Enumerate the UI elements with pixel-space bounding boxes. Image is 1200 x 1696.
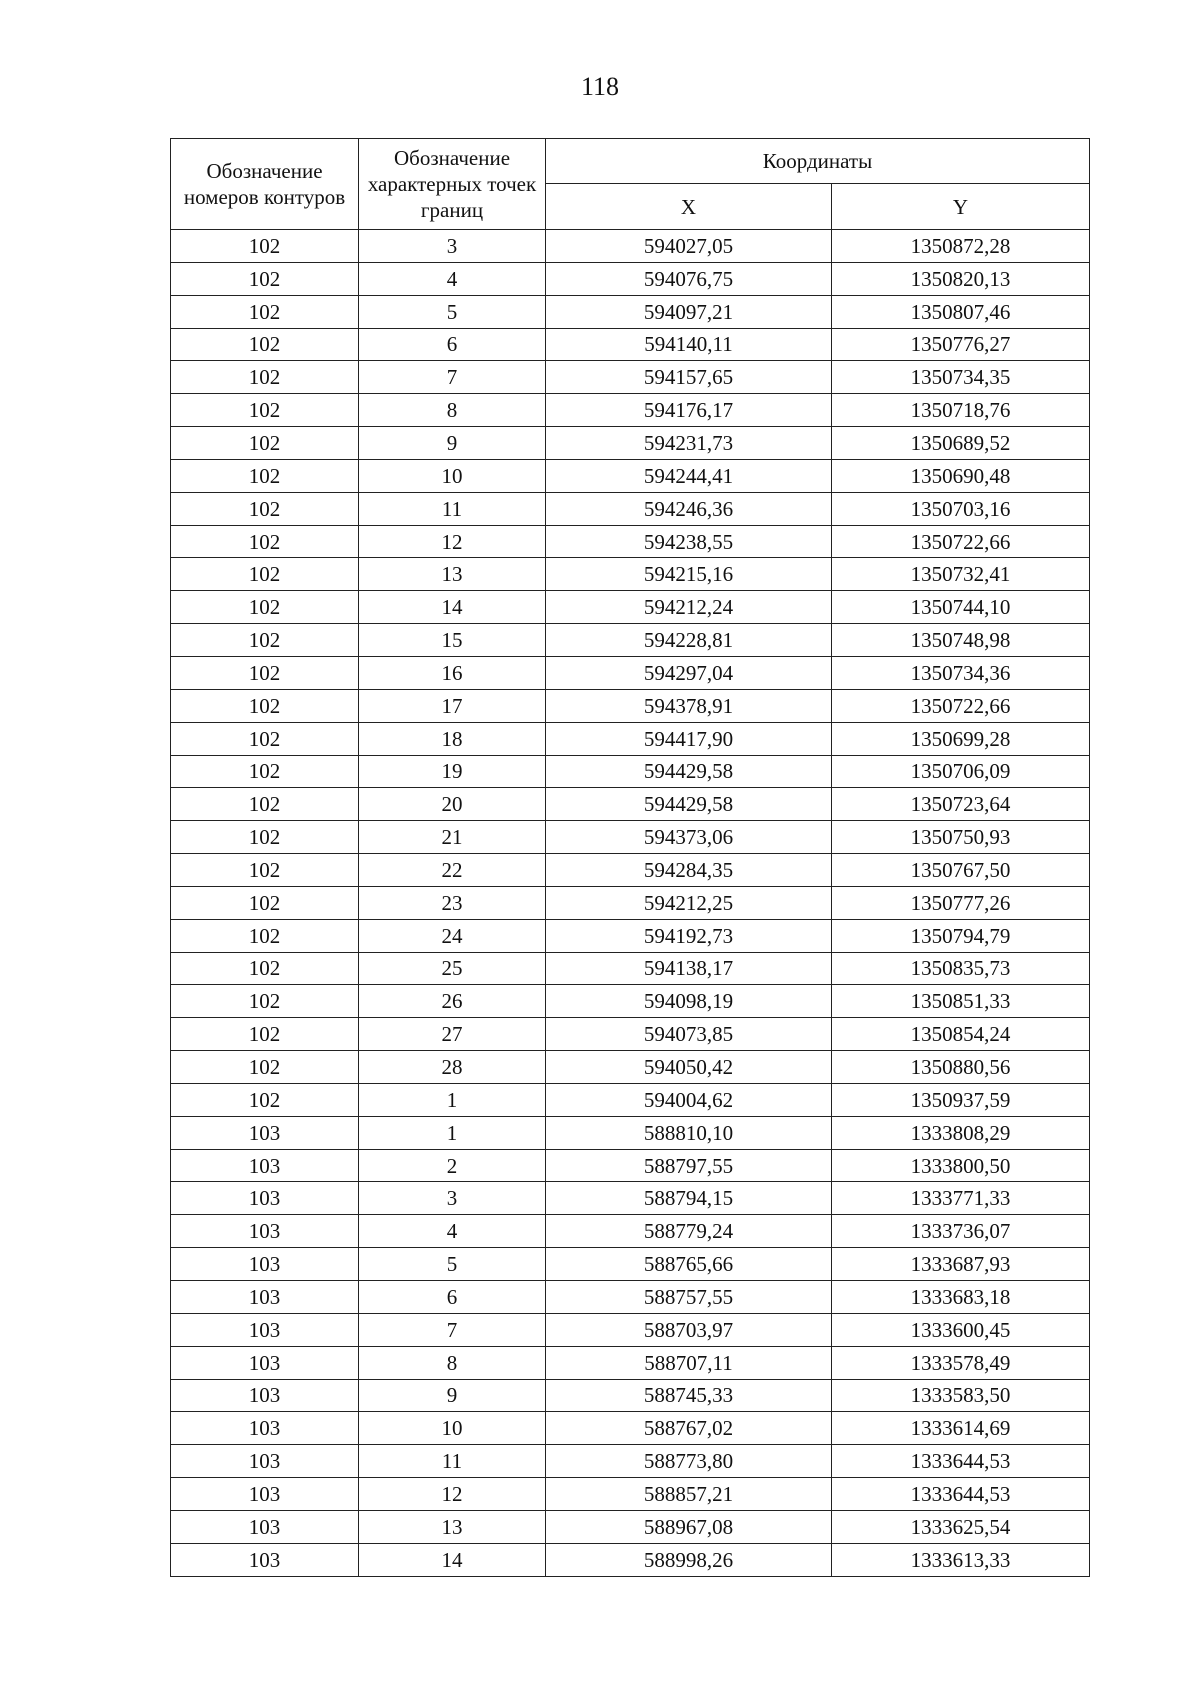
header-x: X: [546, 184, 832, 230]
x-coordinate-cell: 588703,97: [546, 1313, 832, 1346]
table-row: [171, 328, 1090, 361]
contour-number-cell: 102: [171, 755, 359, 788]
x-coordinate-cell: 588998,26: [546, 1543, 832, 1576]
table-row: [171, 854, 1090, 887]
contour-number-cell: 102: [171, 525, 359, 558]
point-number-cell: 4: [359, 262, 546, 295]
contour-number-cell: 102: [171, 459, 359, 492]
y-coordinate-cell: 1350690,48: [832, 459, 1090, 492]
y-coordinate-cell: 1350722,66: [832, 525, 1090, 558]
x-coordinate-cell: 588857,21: [546, 1478, 832, 1511]
header-contour-numbers: Обозначение номеров контуров: [171, 139, 359, 230]
point-number-cell: 5: [359, 1248, 546, 1281]
table-row: [171, 1346, 1090, 1379]
contour-number-cell: 102: [171, 854, 359, 887]
point-number-cell: 14: [359, 591, 546, 624]
x-coordinate-cell: 594417,90: [546, 722, 832, 755]
contour-number-cell: 103: [171, 1510, 359, 1543]
contour-number-cell: 102: [171, 656, 359, 689]
y-coordinate-cell: 1350722,66: [832, 689, 1090, 722]
y-coordinate-cell: 1333644,53: [832, 1445, 1090, 1478]
contour-number-cell: 102: [171, 886, 359, 919]
contour-number-cell: 102: [171, 952, 359, 985]
contour-number-cell: 103: [171, 1445, 359, 1478]
contour-number-cell: 102: [171, 689, 359, 722]
contour-number-cell: 102: [171, 985, 359, 1018]
point-number-cell: 7: [359, 1313, 546, 1346]
x-coordinate-cell: 594228,81: [546, 624, 832, 657]
y-coordinate-cell: 1350734,36: [832, 656, 1090, 689]
y-coordinate-cell: 1350794,79: [832, 919, 1090, 952]
table-body: [171, 230, 1090, 1577]
x-coordinate-cell: 594098,19: [546, 985, 832, 1018]
table-row: [171, 1051, 1090, 1084]
point-number-cell: 12: [359, 1478, 546, 1511]
x-coordinate-cell: 594097,21: [546, 295, 832, 328]
y-coordinate-cell: 1333687,93: [832, 1248, 1090, 1281]
point-number-cell: 5: [359, 295, 546, 328]
x-coordinate-cell: 594246,36: [546, 492, 832, 525]
y-coordinate-cell: 1350854,24: [832, 1018, 1090, 1051]
point-number-cell: 8: [359, 1346, 546, 1379]
point-number-cell: 2: [359, 1149, 546, 1182]
table-row: [171, 591, 1090, 624]
header-boundary-points: Обозначение характерных точек границ: [359, 139, 546, 230]
point-number-cell: 10: [359, 459, 546, 492]
x-coordinate-cell: 594215,16: [546, 558, 832, 591]
y-coordinate-cell: 1350820,13: [832, 262, 1090, 295]
point-number-cell: 1: [359, 1083, 546, 1116]
point-number-cell: 23: [359, 886, 546, 919]
y-coordinate-cell: 1350776,27: [832, 328, 1090, 361]
y-coordinate-cell: 1350807,46: [832, 295, 1090, 328]
point-number-cell: 8: [359, 394, 546, 427]
header-y: Y: [832, 184, 1090, 230]
x-coordinate-cell: 594140,11: [546, 328, 832, 361]
point-number-cell: 6: [359, 328, 546, 361]
x-coordinate-cell: 588767,02: [546, 1412, 832, 1445]
x-coordinate-cell: 594378,91: [546, 689, 832, 722]
x-coordinate-cell: 594373,06: [546, 821, 832, 854]
point-number-cell: 12: [359, 525, 546, 558]
table-row: [171, 558, 1090, 591]
contour-number-cell: 102: [171, 328, 359, 361]
contour-number-cell: 103: [171, 1116, 359, 1149]
contour-number-cell: 102: [171, 361, 359, 394]
contour-number-cell: 102: [171, 230, 359, 263]
table-row: [171, 1510, 1090, 1543]
x-coordinate-cell: 594429,58: [546, 755, 832, 788]
table-row: [171, 952, 1090, 985]
contour-number-cell: 103: [171, 1412, 359, 1445]
table-row: [171, 1543, 1090, 1576]
table-row: [171, 656, 1090, 689]
contour-number-cell: 102: [171, 262, 359, 295]
point-number-cell: 13: [359, 1510, 546, 1543]
contour-number-cell: 102: [171, 427, 359, 460]
x-coordinate-cell: 588779,24: [546, 1215, 832, 1248]
point-number-cell: 3: [359, 230, 546, 263]
table-row: [171, 1412, 1090, 1445]
y-coordinate-cell: 1350750,93: [832, 821, 1090, 854]
x-coordinate-cell: 588967,08: [546, 1510, 832, 1543]
x-coordinate-cell: 594284,35: [546, 854, 832, 887]
x-coordinate-cell: 594192,73: [546, 919, 832, 952]
x-coordinate-cell: 594297,04: [546, 656, 832, 689]
point-number-cell: 27: [359, 1018, 546, 1051]
table-row: [171, 1379, 1090, 1412]
table-row: [171, 525, 1090, 558]
point-number-cell: 28: [359, 1051, 546, 1084]
table-row: [171, 1116, 1090, 1149]
y-coordinate-cell: 1350851,33: [832, 985, 1090, 1018]
coordinates-table: [170, 138, 1090, 1577]
table-row: [171, 295, 1090, 328]
point-number-cell: 15: [359, 624, 546, 657]
y-coordinate-cell: 1333736,07: [832, 1215, 1090, 1248]
contour-number-cell: 102: [171, 558, 359, 591]
x-coordinate-cell: 594027,05: [546, 230, 832, 263]
point-number-cell: 6: [359, 1281, 546, 1314]
contour-number-cell: 103: [171, 1313, 359, 1346]
point-number-cell: 14: [359, 1543, 546, 1576]
contour-number-cell: 103: [171, 1346, 359, 1379]
table-row: [171, 821, 1090, 854]
table-row: [171, 886, 1090, 919]
table-row: [171, 919, 1090, 952]
x-coordinate-cell: 594157,65: [546, 361, 832, 394]
y-coordinate-cell: 1350872,28: [832, 230, 1090, 263]
page-number: 118: [580, 72, 620, 101]
point-number-cell: 13: [359, 558, 546, 591]
y-coordinate-cell: 1333771,33: [832, 1182, 1090, 1215]
y-coordinate-cell: 1333613,33: [832, 1543, 1090, 1576]
table-row: [171, 1083, 1090, 1116]
contour-number-cell: 102: [171, 722, 359, 755]
point-number-cell: 3: [359, 1182, 546, 1215]
point-number-cell: 11: [359, 1445, 546, 1478]
x-coordinate-cell: 588765,66: [546, 1248, 832, 1281]
table-row: [171, 427, 1090, 460]
contour-number-cell: 102: [171, 591, 359, 624]
contour-number-cell: 102: [171, 295, 359, 328]
y-coordinate-cell: 1350732,41: [832, 558, 1090, 591]
table-row: [171, 1281, 1090, 1314]
x-coordinate-cell: 588794,15: [546, 1182, 832, 1215]
contour-number-cell: 103: [171, 1149, 359, 1182]
x-coordinate-cell: 588797,55: [546, 1149, 832, 1182]
table-row: [171, 262, 1090, 295]
y-coordinate-cell: 1350734,35: [832, 361, 1090, 394]
point-number-cell: 17: [359, 689, 546, 722]
table-row: [171, 1313, 1090, 1346]
y-coordinate-cell: 1333800,50: [832, 1149, 1090, 1182]
contour-number-cell: 102: [171, 1083, 359, 1116]
y-coordinate-cell: 1333808,29: [832, 1116, 1090, 1149]
x-coordinate-cell: 588810,10: [546, 1116, 832, 1149]
point-number-cell: 26: [359, 985, 546, 1018]
contour-number-cell: 102: [171, 821, 359, 854]
table-row: [171, 985, 1090, 1018]
table-row: [171, 394, 1090, 427]
y-coordinate-cell: 1350699,28: [832, 722, 1090, 755]
contour-number-cell: 102: [171, 1018, 359, 1051]
x-coordinate-cell: 594231,73: [546, 427, 832, 460]
point-number-cell: 20: [359, 788, 546, 821]
table-row: [171, 1215, 1090, 1248]
table-row: [171, 1149, 1090, 1182]
point-number-cell: 7: [359, 361, 546, 394]
table-header: [171, 139, 1090, 230]
point-number-cell: 16: [359, 656, 546, 689]
contour-number-cell: 102: [171, 919, 359, 952]
point-number-cell: 25: [359, 952, 546, 985]
y-coordinate-cell: 1350706,09: [832, 755, 1090, 788]
point-number-cell: 11: [359, 492, 546, 525]
x-coordinate-cell: 588757,55: [546, 1281, 832, 1314]
y-coordinate-cell: 1350835,73: [832, 952, 1090, 985]
table-row: [171, 689, 1090, 722]
contour-number-cell: 103: [171, 1215, 359, 1248]
y-coordinate-cell: 1350937,59: [832, 1083, 1090, 1116]
x-coordinate-cell: 594212,24: [546, 591, 832, 624]
contour-number-cell: 103: [171, 1478, 359, 1511]
contour-number-cell: 102: [171, 394, 359, 427]
point-number-cell: 24: [359, 919, 546, 952]
y-coordinate-cell: 1333578,49: [832, 1346, 1090, 1379]
table-row: [171, 1182, 1090, 1215]
x-coordinate-cell: 594238,55: [546, 525, 832, 558]
y-coordinate-cell: 1333644,53: [832, 1478, 1090, 1511]
point-number-cell: 4: [359, 1215, 546, 1248]
y-coordinate-cell: 1333683,18: [832, 1281, 1090, 1314]
contour-number-cell: 103: [171, 1543, 359, 1576]
point-number-cell: 9: [359, 427, 546, 460]
x-coordinate-cell: 588707,11: [546, 1346, 832, 1379]
y-coordinate-cell: 1350718,76: [832, 394, 1090, 427]
table-row: [171, 722, 1090, 755]
table-row: [171, 624, 1090, 657]
x-coordinate-cell: 594212,25: [546, 886, 832, 919]
table-row: [171, 788, 1090, 821]
point-number-cell: 9: [359, 1379, 546, 1412]
point-number-cell: 1: [359, 1116, 546, 1149]
y-coordinate-cell: 1350748,98: [832, 624, 1090, 657]
x-coordinate-cell: 594176,17: [546, 394, 832, 427]
y-coordinate-cell: 1350744,10: [832, 591, 1090, 624]
table-row: [171, 361, 1090, 394]
y-coordinate-cell: 1350703,16: [832, 492, 1090, 525]
x-coordinate-cell: 594050,42: [546, 1051, 832, 1084]
x-coordinate-cell: 588745,33: [546, 1379, 832, 1412]
table-row: [171, 755, 1090, 788]
table-row: [171, 1478, 1090, 1511]
point-number-cell: 21: [359, 821, 546, 854]
y-coordinate-cell: 1350689,52: [832, 427, 1090, 460]
x-coordinate-cell: 594429,58: [546, 788, 832, 821]
table-row: [171, 230, 1090, 263]
y-coordinate-cell: 1350723,64: [832, 788, 1090, 821]
table-row: [171, 1248, 1090, 1281]
contour-number-cell: 102: [171, 624, 359, 657]
y-coordinate-cell: 1350880,56: [832, 1051, 1090, 1084]
table-row: [171, 1445, 1090, 1478]
point-number-cell: 10: [359, 1412, 546, 1445]
y-coordinate-cell: 1333614,69: [832, 1412, 1090, 1445]
y-coordinate-cell: 1333583,50: [832, 1379, 1090, 1412]
x-coordinate-cell: 594004,62: [546, 1083, 832, 1116]
y-coordinate-cell: 1333625,54: [832, 1510, 1090, 1543]
contour-number-cell: 103: [171, 1248, 359, 1281]
y-coordinate-cell: 1333600,45: [832, 1313, 1090, 1346]
x-coordinate-cell: 594138,17: [546, 952, 832, 985]
x-coordinate-cell: 594073,85: [546, 1018, 832, 1051]
table-row: [171, 459, 1090, 492]
point-number-cell: 19: [359, 755, 546, 788]
y-coordinate-cell: 1350767,50: [832, 854, 1090, 887]
point-number-cell: 22: [359, 854, 546, 887]
x-coordinate-cell: 588773,80: [546, 1445, 832, 1478]
contour-number-cell: 102: [171, 788, 359, 821]
y-coordinate-cell: 1350777,26: [832, 886, 1090, 919]
contour-number-cell: 102: [171, 1051, 359, 1084]
table-row: [171, 492, 1090, 525]
contour-number-cell: 103: [171, 1379, 359, 1412]
contour-number-cell: 103: [171, 1182, 359, 1215]
contour-number-cell: 103: [171, 1281, 359, 1314]
table-row: [171, 1018, 1090, 1051]
header-coordinates: Координаты: [546, 139, 1090, 184]
x-coordinate-cell: 594076,75: [546, 262, 832, 295]
point-number-cell: 18: [359, 722, 546, 755]
x-coordinate-cell: 594244,41: [546, 459, 832, 492]
contour-number-cell: 102: [171, 492, 359, 525]
